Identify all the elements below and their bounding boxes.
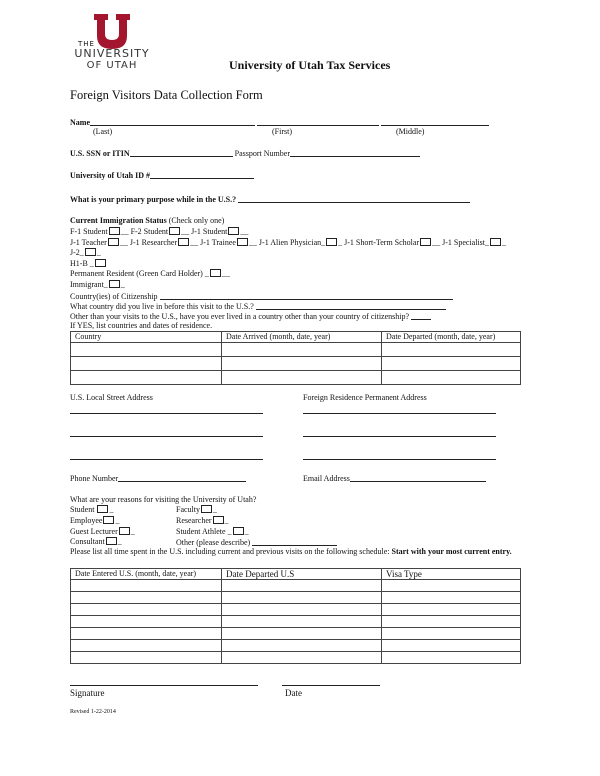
phone-label: Phone Number bbox=[70, 474, 119, 483]
schedule-emphasis: Start with your most current entry. bbox=[391, 547, 512, 556]
opt-label: Student Athlete bbox=[176, 527, 226, 536]
column-header: Visa Type bbox=[382, 569, 521, 580]
us-address-label: U.S. Local Street Address bbox=[70, 393, 153, 402]
phone-field[interactable] bbox=[118, 473, 246, 482]
prior-country-field[interactable] bbox=[256, 301, 446, 310]
email-field[interactable] bbox=[350, 473, 486, 482]
j1-specialist-checkbox[interactable] bbox=[490, 238, 501, 246]
logo-university: UNIVERSITY bbox=[74, 47, 150, 60]
j1-alien-physician-checkbox[interactable] bbox=[326, 238, 337, 246]
reason-guest-lecturer-checkbox[interactable] bbox=[119, 527, 130, 535]
reason-employee-checkbox[interactable] bbox=[103, 516, 114, 524]
opt-label: J-1 Trainee bbox=[200, 238, 236, 247]
opt-label: J-2 bbox=[70, 248, 80, 257]
table-row[interactable] bbox=[71, 616, 521, 628]
signature-label: Signature bbox=[70, 688, 105, 698]
foreign-address-line-1[interactable] bbox=[303, 413, 496, 414]
table-row[interactable] bbox=[71, 371, 521, 385]
date-line[interactable] bbox=[282, 685, 380, 686]
us-visits-table bbox=[70, 568, 521, 664]
email-label: Email Address bbox=[303, 474, 350, 483]
us-address-line-2[interactable] bbox=[70, 436, 263, 437]
first-label: (First) bbox=[272, 127, 292, 136]
opt-label: Immigrant bbox=[70, 280, 104, 289]
column-header: Date Departed (month, date, year) bbox=[382, 332, 521, 343]
opt-label: Faculty bbox=[176, 505, 200, 514]
permanent-resident-checkbox[interactable] bbox=[210, 269, 221, 277]
immigrant-checkbox[interactable] bbox=[109, 280, 120, 288]
opt-label: Student bbox=[70, 505, 95, 514]
opt-label: Guest Lecturer bbox=[70, 527, 118, 536]
j1-short-term-scholar-checkbox[interactable] bbox=[420, 238, 431, 246]
opt-label: Employee bbox=[70, 516, 103, 525]
foreign-address-label: Foreign Residence Permanent Address bbox=[303, 393, 427, 402]
last-name-field[interactable] bbox=[90, 117, 255, 126]
j1-student-checkbox[interactable] bbox=[228, 227, 239, 235]
h1b-checkbox[interactable] bbox=[95, 259, 106, 267]
foreign-address-line-2[interactable] bbox=[303, 436, 496, 437]
opt-label: J-1 Teacher bbox=[70, 238, 107, 247]
other-lived-label: Other than your visits to the U.S., have you ever lived in a country other than your country of citizenship? bbox=[70, 312, 410, 321]
table-header-row bbox=[71, 332, 521, 343]
table-row[interactable] bbox=[71, 357, 521, 371]
j2-checkbox[interactable] bbox=[85, 248, 96, 256]
column-header: Date Departed U.S bbox=[222, 569, 382, 580]
form-page: THE UNIVERSITY OF UTAH University of Utah Tax Services Foreign Visitors Data Collection Form Name (Last) (First) (Middle) U.S. SSN or ITIN Passport Number University of Utah ID # What is your primary purpose while in the U.S.? Current Immigration Status (Check only one) F-1 Student __ F-2 Student __ J-1 Student __ J-1 Teacher __ J-1 Researcher __ J-1 Trainee __ J-1 Alien Physician_ _ J-1 Short-Term Scholar __ J-1 Specialist_ _ J-2_ _ H1-B _ Permanent Resident (Green Card Holder) _ __ Immigrant_ _ Country(ies) of Citizenship What country did you live in before this visit to the U.S.? Other than your visits to the U.S., have you ever lived in a country other than your country of citizenship? If YES, list countries and dates of residence. Country Date Arrived (month, date, year) Date Departed (month, date, year) U.S. Local Street Address Foreign Residence Permanent Address Phone Number Email Address What are your reasons for visiting the University of Utah? Student _ Faculty _ Employee _ Researcher _ Guest Lecturer _ Student Athlete _ _ Consultant _ Other (please describe) Please list all time spent in the U.S. including current and previous visits on the following schedule: Start with your most current entry. Date Entered U.S. (month, date, year) Date Departed U.S Visa Type Signature Date Revised 1-22-2014 bbox=[0, 0, 600, 776]
revision-note: Revised 1-22-2014 bbox=[70, 709, 116, 715]
ssn-label: U.S. SSN or ITIN bbox=[70, 149, 130, 158]
f1-student-checkbox[interactable] bbox=[109, 227, 120, 235]
date-label: Date bbox=[285, 688, 302, 698]
reason-researcher-checkbox[interactable] bbox=[213, 516, 224, 524]
opt-label: F-2 Student bbox=[130, 227, 169, 236]
table-row[interactable] bbox=[71, 592, 521, 604]
us-address-line-3[interactable] bbox=[70, 459, 263, 460]
other-lived-field[interactable] bbox=[411, 311, 431, 320]
opt-label: Researcher bbox=[176, 516, 212, 525]
passport-field[interactable] bbox=[290, 148, 420, 157]
first-name-field[interactable] bbox=[257, 117, 379, 126]
page-title: University of Utah Tax Services bbox=[229, 58, 391, 72]
opt-label: H1-B bbox=[70, 259, 88, 268]
column-header: Date Arrived (month, date, year) bbox=[222, 332, 382, 343]
logo-of-utah: OF UTAH bbox=[86, 60, 138, 71]
table-row[interactable] bbox=[71, 640, 521, 652]
opt-label: J-1 Student bbox=[191, 227, 228, 236]
table-header-row bbox=[71, 569, 521, 580]
f2-student-checkbox[interactable] bbox=[169, 227, 180, 235]
name-label: Name bbox=[70, 118, 90, 127]
ssn-field[interactable] bbox=[130, 148, 233, 157]
reasons-question: What are your reasons for visiting the University of Utah? bbox=[70, 495, 257, 504]
reason-other-field[interactable] bbox=[252, 537, 337, 546]
reason-student-athlete-checkbox[interactable] bbox=[233, 527, 244, 535]
table-row[interactable] bbox=[71, 604, 521, 616]
citizenship-label: Country(ies) of Citizenship bbox=[70, 292, 158, 301]
middle-name-field[interactable] bbox=[381, 117, 489, 126]
table-row[interactable] bbox=[71, 628, 521, 640]
table-row[interactable] bbox=[71, 580, 521, 592]
residence-table bbox=[70, 331, 521, 385]
immigration-note: (Check only one) bbox=[168, 216, 225, 225]
j1-researcher-checkbox[interactable] bbox=[178, 238, 189, 246]
opt-label: F-1 Student bbox=[70, 227, 108, 236]
prior-country-label: What country did you live in before this visit to the U.S.? bbox=[70, 302, 254, 311]
opt-label: J-1 Alien Physician bbox=[258, 238, 322, 247]
university-logo bbox=[70, 14, 154, 71]
passport-label: Passport Number bbox=[234, 149, 290, 158]
citizenship-field[interactable] bbox=[160, 291, 453, 300]
j1-teacher-checkbox[interactable] bbox=[108, 238, 119, 246]
logo-the: THE bbox=[78, 40, 95, 48]
signature-line[interactable] bbox=[70, 685, 258, 686]
table-row[interactable] bbox=[71, 343, 521, 357]
purpose-field[interactable] bbox=[238, 194, 470, 203]
opt-label: J-1 Specialist bbox=[442, 238, 486, 247]
opt-label: Consultant bbox=[70, 537, 105, 546]
purpose-label: What is your primary purpose while in the U.S.? bbox=[70, 195, 237, 204]
j1-trainee-checkbox[interactable] bbox=[237, 238, 248, 246]
opt-label: J-1 Short-Term Scholar bbox=[344, 238, 420, 247]
opt-label: J-1 Researcher bbox=[129, 238, 178, 247]
opt-label: Permanent Resident (Green Card Holder) bbox=[70, 269, 203, 278]
us-address-line-1[interactable] bbox=[70, 413, 263, 414]
last-label: (Last) bbox=[93, 127, 113, 136]
column-header: Country bbox=[71, 332, 222, 343]
uid-field[interactable] bbox=[150, 170, 254, 179]
form-title: Foreign Visitors Data Collection Form bbox=[70, 88, 263, 102]
opt-label: Other (please describe) bbox=[176, 538, 251, 547]
column-header: Date Entered U.S. (month, date, year) bbox=[71, 569, 222, 580]
reason-student-checkbox[interactable] bbox=[97, 505, 108, 513]
middle-label: (Middle) bbox=[396, 127, 425, 136]
table-row[interactable] bbox=[71, 652, 521, 664]
uid-label: University of Utah ID # bbox=[70, 171, 150, 180]
reason-faculty-checkbox[interactable] bbox=[201, 505, 212, 513]
if-yes-label: If YES, list countries and dates of residence. bbox=[70, 321, 213, 330]
block-u-icon bbox=[92, 14, 132, 50]
foreign-address-line-3[interactable] bbox=[303, 459, 496, 460]
immigration-heading: Current Immigration Status bbox=[70, 216, 167, 225]
reason-consultant-checkbox[interactable] bbox=[106, 537, 117, 545]
schedule-instruction: Please list all time spent in the U.S. including current and previous visits on the following schedule: bbox=[70, 547, 390, 556]
